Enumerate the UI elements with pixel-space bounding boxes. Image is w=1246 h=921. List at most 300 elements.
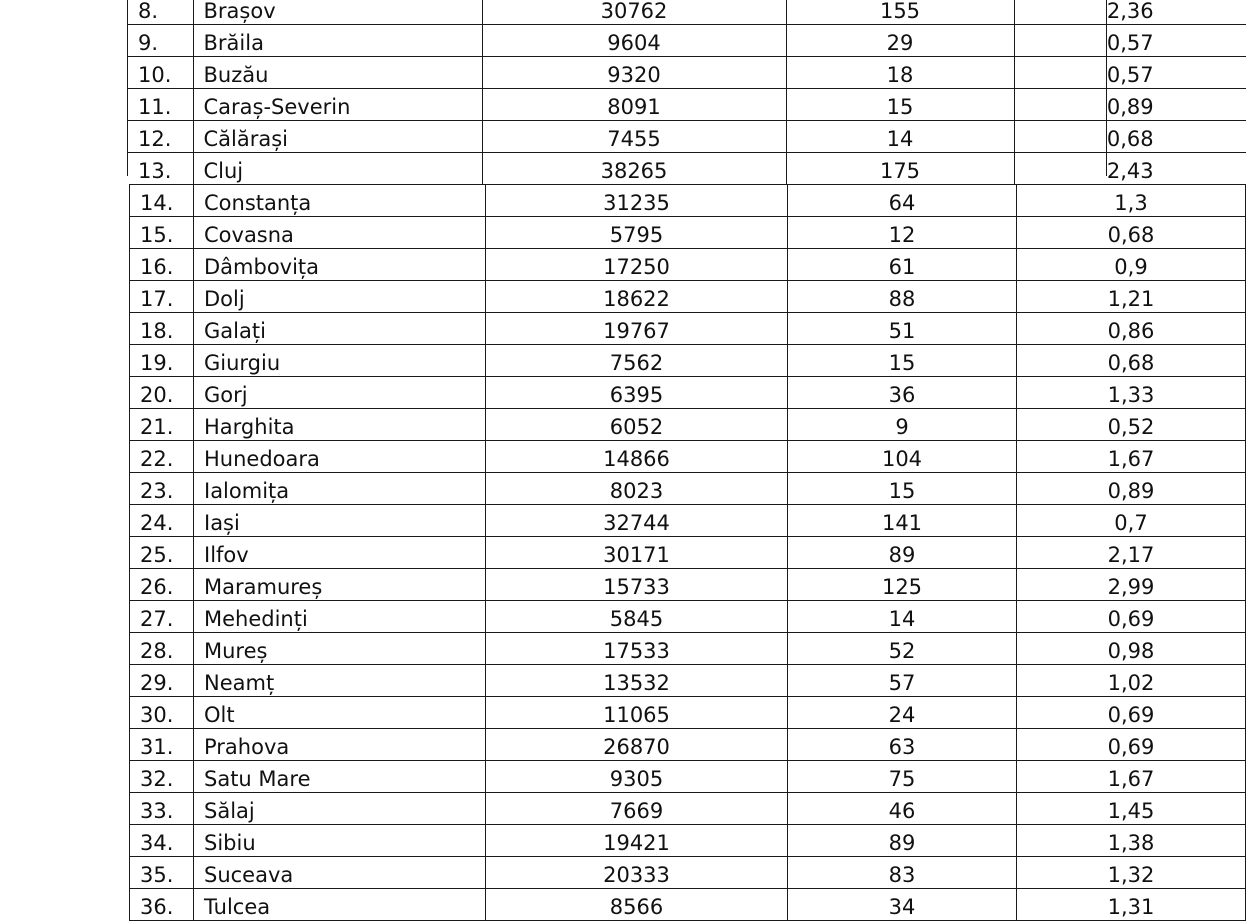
value-1-cell-text: 19421	[603, 831, 670, 855]
value-2-cell	[788, 601, 1017, 633]
value-3-cell	[1017, 345, 1246, 377]
value-3-cell-text: 0,52	[1107, 415, 1155, 439]
county-name-cell	[194, 601, 486, 633]
row-number-cell	[130, 729, 194, 761]
value-1-cell-text: 17533	[603, 639, 670, 663]
row-number-cell	[130, 377, 194, 409]
row-number-cell	[130, 409, 194, 441]
value-2-cell-text: 89	[888, 831, 916, 855]
value-2-cell-text: 14	[886, 127, 914, 151]
value-2-cell-text: 34	[888, 895, 916, 919]
value-3-cell	[1017, 633, 1246, 665]
value-2-cell	[788, 441, 1017, 473]
table-row	[128, 153, 1246, 185]
row-number-cell	[130, 633, 194, 665]
table-row	[130, 409, 1246, 441]
value-2-cell-text: 57	[888, 671, 916, 695]
table-row	[130, 729, 1246, 761]
row-number-cell	[130, 761, 194, 793]
table-row	[128, 121, 1246, 153]
value-3-cell-text: 1,31	[1107, 895, 1155, 919]
row-number-cell-text: 33.	[140, 799, 174, 823]
value-1-cell	[486, 889, 788, 921]
value-1-cell	[486, 665, 788, 697]
county-name-cell	[193, 25, 482, 57]
value-1-cell-text: 32744	[603, 511, 670, 535]
value-2-cell-text: 46	[888, 799, 916, 823]
value-1-cell-text: 14866	[603, 447, 670, 471]
table-row	[130, 313, 1246, 345]
value-3-cell	[1017, 889, 1246, 921]
value-2-cell	[788, 857, 1017, 889]
table-row	[130, 217, 1246, 249]
value-3-cell-text: 0,57	[1106, 31, 1154, 55]
row-number-cell-text: 16.	[140, 255, 174, 279]
county-name-cell-text: Mureș	[204, 639, 268, 663]
value-2-cell-text: 175	[879, 159, 921, 183]
value-1-cell	[486, 633, 788, 665]
county-name-cell-text: Brașov	[203, 0, 276, 23]
value-3-cell-text: 0,89	[1106, 95, 1154, 119]
county-name-cell-text: Iași	[204, 511, 240, 535]
value-2-cell	[788, 633, 1017, 665]
table-row	[128, 57, 1246, 89]
table-row	[130, 377, 1246, 409]
county-name-cell-text: Ilfov	[204, 543, 249, 567]
value-2-cell	[788, 473, 1017, 505]
county-name-cell-text: Călărași	[203, 127, 289, 151]
value-2-cell-text: 61	[888, 255, 916, 279]
value-3-cell	[1017, 825, 1246, 857]
value-2-cell	[788, 345, 1017, 377]
row-number-cell-text: 30.	[140, 703, 174, 727]
value-3-cell	[1017, 601, 1246, 633]
value-1-cell	[486, 697, 788, 729]
value-1-cell-text: 6395	[609, 383, 664, 407]
row-number-cell-text: 13.	[138, 159, 172, 183]
value-3-cell-text: 0,89	[1107, 479, 1155, 503]
county-name-cell-text: Olt	[204, 703, 235, 727]
table-row	[130, 601, 1246, 633]
county-name-cell	[193, 0, 482, 25]
row-number-cell-text: 12.	[138, 127, 172, 151]
value-2-cell-text: 83	[888, 863, 916, 887]
row-number-cell	[130, 313, 194, 345]
value-3-cell-text: 1,32	[1107, 863, 1155, 887]
value-3-cell-text: 0,86	[1107, 319, 1155, 343]
row-number-cell-text: 32.	[140, 767, 174, 791]
value-3-cell-text: 2,36	[1106, 0, 1154, 23]
value-2-cell	[786, 57, 1014, 89]
row-number-cell-text: 14.	[140, 191, 174, 215]
value-1-cell-text: 19767	[603, 319, 670, 343]
row-number-cell-text: 10.	[138, 63, 172, 87]
value-2-cell-text: 88	[888, 287, 916, 311]
row-number-cell	[128, 121, 193, 153]
county-name-cell	[194, 633, 486, 665]
county-name-cell-text: Maramureș	[204, 575, 323, 599]
value-2-cell	[788, 793, 1017, 825]
value-3-cell-text: 1,33	[1107, 383, 1155, 407]
value-2-cell	[786, 0, 1014, 25]
value-3-cell-text: 1,67	[1107, 447, 1155, 471]
row-number-cell	[130, 537, 194, 569]
value-2-cell	[788, 729, 1017, 761]
value-3-cell-text: 2,43	[1106, 159, 1154, 183]
row-number-cell-text: 17.	[140, 287, 174, 311]
county-name-cell	[194, 729, 486, 761]
value-3-cell-text: 1,3	[1114, 191, 1148, 215]
value-1-cell-text: 6052	[609, 415, 664, 439]
county-name-cell	[194, 505, 486, 537]
value-1-cell-text: 18622	[603, 287, 670, 311]
value-3-cell	[1017, 281, 1246, 313]
county-name-cell	[194, 313, 486, 345]
value-1-cell-text: 8566	[609, 895, 664, 919]
value-1-cell	[486, 409, 788, 441]
value-1-cell-text: 7562	[609, 351, 664, 375]
value-3-cell	[1017, 569, 1246, 601]
value-3-cell	[1017, 313, 1246, 345]
county-name-cell-text: Neamț	[204, 671, 275, 695]
row-number-cell	[128, 89, 193, 121]
row-number-cell-text: 24.	[140, 511, 174, 535]
row-number-cell-text: 25.	[140, 543, 174, 567]
table-row	[130, 761, 1246, 793]
row-number-cell-text: 9.	[138, 31, 159, 55]
county-name-cell	[194, 761, 486, 793]
county-table-upper	[128, 0, 1246, 184]
value-2-cell	[788, 185, 1017, 217]
value-2-cell	[788, 217, 1017, 249]
value-1-cell	[486, 249, 788, 281]
value-3-cell-text: 0,57	[1106, 63, 1154, 87]
county-name-cell-text: Dâmbovița	[204, 255, 320, 279]
county-name-cell	[193, 89, 482, 121]
value-3-cell-text: 1,21	[1107, 287, 1155, 311]
value-3-cell	[1017, 793, 1246, 825]
value-1-cell	[486, 761, 788, 793]
row-number-cell	[130, 249, 194, 281]
value-3-cell	[1017, 441, 1246, 473]
value-1-cell-text: 26870	[603, 735, 670, 759]
value-3-cell-text: 0,7	[1114, 511, 1148, 535]
value-2-cell-text: 155	[879, 0, 921, 23]
row-number-cell	[130, 665, 194, 697]
county-name-cell	[194, 825, 486, 857]
value-3-cell	[1017, 409, 1246, 441]
value-3-cell	[1017, 249, 1246, 281]
row-number-cell-text: 22.	[140, 447, 174, 471]
county-name-cell-text: Mehedinți	[204, 607, 308, 631]
value-2-cell	[788, 505, 1017, 537]
value-2-cell-text: 14	[888, 607, 916, 631]
value-3-cell	[1017, 537, 1246, 569]
value-3-cell-text: 0,69	[1107, 607, 1155, 631]
value-2-cell-text: 64	[888, 191, 916, 215]
value-1-cell	[482, 153, 786, 185]
row-number-cell	[130, 793, 194, 825]
value-3-cell	[1014, 25, 1246, 57]
row-number-cell	[130, 825, 194, 857]
value-2-cell	[788, 249, 1017, 281]
value-3-cell-text: 1,02	[1107, 671, 1155, 695]
value-1-cell-text: 8091	[607, 95, 661, 119]
value-3-cell	[1017, 217, 1246, 249]
row-number-cell	[128, 25, 193, 57]
value-3-cell-text: 0,68	[1106, 127, 1154, 151]
table-row	[128, 0, 1246, 25]
county-name-cell	[194, 857, 486, 889]
value-1-cell-text: 15733	[603, 575, 670, 599]
value-3-cell	[1017, 473, 1246, 505]
row-number-cell	[130, 569, 194, 601]
value-3-cell-text: 0,98	[1107, 639, 1155, 663]
value-1-cell-text: 9320	[607, 63, 661, 87]
row-number-cell-text: 19.	[140, 351, 174, 375]
row-number-cell-text: 28.	[140, 639, 174, 663]
value-1-cell-text: 17250	[603, 255, 670, 279]
county-name-cell-text: Constanța	[204, 191, 312, 215]
value-1-cell-text: 31235	[603, 191, 670, 215]
county-name-cell	[194, 665, 486, 697]
value-3-cell-text: 0,69	[1107, 703, 1155, 727]
county-table-lower	[129, 184, 1246, 921]
value-3-cell-text: 1,67	[1107, 767, 1155, 791]
row-number-cell-text: 34.	[140, 831, 174, 855]
value-2-cell	[786, 153, 1014, 185]
value-2-cell	[788, 889, 1017, 921]
row-number-cell-text: 15.	[140, 223, 174, 247]
value-2-cell	[788, 377, 1017, 409]
value-2-cell-text: 141	[881, 511, 923, 535]
value-1-cell	[486, 857, 788, 889]
row-number-cell-text: 26.	[140, 575, 174, 599]
county-name-cell	[194, 793, 486, 825]
value-3-cell	[1014, 153, 1246, 185]
value-2-cell-text: 29	[886, 31, 914, 55]
table-row	[130, 825, 1246, 857]
value-2-cell	[788, 665, 1017, 697]
value-2-cell-text: 104	[881, 447, 923, 471]
table-row	[130, 345, 1246, 377]
value-1-cell-text: 30762	[600, 0, 668, 23]
row-number-cell	[130, 889, 194, 921]
row-number-cell	[130, 441, 194, 473]
value-3-cell	[1017, 505, 1246, 537]
value-2-cell-text: 75	[888, 767, 916, 791]
value-3-cell	[1014, 121, 1246, 153]
value-1-cell	[482, 25, 786, 57]
county-name-cell-text: Covasna	[204, 223, 294, 247]
value-1-cell	[486, 217, 788, 249]
value-3-cell	[1017, 697, 1246, 729]
table-row	[130, 697, 1246, 729]
value-3-cell	[1014, 89, 1246, 121]
row-number-cell	[130, 857, 194, 889]
value-1-cell-text: 9305	[609, 767, 664, 791]
county-name-cell	[194, 377, 486, 409]
table-row	[130, 889, 1246, 921]
value-2-cell-text: 63	[888, 735, 916, 759]
value-2-cell	[788, 313, 1017, 345]
county-name-cell-text: Giurgiu	[204, 351, 281, 375]
county-name-cell-text: Harghita	[204, 415, 295, 439]
table-row	[130, 473, 1246, 505]
row-number-cell	[130, 505, 194, 537]
county-name-cell	[194, 889, 486, 921]
county-name-cell	[194, 345, 486, 377]
county-name-cell-text: Ialomița	[204, 479, 290, 503]
value-2-cell-text: 12	[888, 223, 916, 247]
value-3-cell-text: 2,99	[1107, 575, 1155, 599]
county-name-cell-text: Brăila	[203, 31, 264, 55]
row-number-cell-text: 31.	[140, 735, 174, 759]
county-name-cell	[194, 409, 486, 441]
value-1-cell	[486, 825, 788, 857]
value-2-cell	[788, 825, 1017, 857]
row-number-cell-text: 18.	[140, 319, 174, 343]
value-2-cell-text: 89	[888, 543, 916, 567]
row-number-cell-text: 11.	[138, 95, 172, 119]
table-row	[130, 665, 1246, 697]
value-3-cell	[1017, 761, 1246, 793]
value-2-cell-text: 125	[881, 575, 923, 599]
value-2-cell	[788, 409, 1017, 441]
county-name-cell	[194, 441, 486, 473]
value-1-cell	[482, 121, 786, 153]
county-name-cell	[194, 473, 486, 505]
value-1-cell-text: 5845	[609, 607, 664, 631]
county-name-cell	[194, 281, 486, 313]
row-number-cell	[130, 601, 194, 633]
value-3-cell-text: 1,38	[1107, 831, 1155, 855]
value-1-cell-text: 30171	[603, 543, 670, 567]
value-1-cell-text: 7669	[609, 799, 664, 823]
table-row	[130, 249, 1246, 281]
value-3-cell	[1017, 665, 1246, 697]
county-name-cell	[193, 153, 482, 185]
value-3-cell-text: 0,9	[1114, 255, 1148, 279]
value-2-cell	[788, 281, 1017, 313]
value-2-cell-text: 18	[886, 63, 914, 87]
county-name-cell-text: Gorj	[204, 383, 248, 407]
row-number-cell-text: 23.	[140, 479, 174, 503]
value-2-cell	[788, 697, 1017, 729]
county-name-cell-text: Tulcea	[204, 895, 271, 919]
row-number-cell-text: 29.	[140, 671, 174, 695]
county-name-cell	[194, 185, 486, 217]
value-1-cell-text: 9604	[607, 31, 661, 55]
row-number-cell-text: 27.	[140, 607, 174, 631]
row-number-cell	[130, 345, 194, 377]
county-name-cell	[193, 121, 482, 153]
county-name-cell-text: Galați	[204, 319, 266, 343]
value-1-cell	[486, 377, 788, 409]
county-name-cell	[194, 697, 486, 729]
value-3-cell	[1017, 857, 1246, 889]
value-1-cell	[482, 0, 786, 25]
value-3-cell	[1017, 185, 1246, 217]
county-name-cell	[194, 537, 486, 569]
county-name-cell-text: Caraș-Severin	[203, 95, 351, 119]
value-1-cell	[482, 57, 786, 89]
value-2-cell-text: 51	[888, 319, 916, 343]
value-1-cell-text: 38265	[600, 159, 668, 183]
value-2-cell	[786, 121, 1014, 153]
value-2-cell-text: 36	[888, 383, 916, 407]
county-name-cell-text: Cluj	[203, 159, 244, 183]
county-name-cell	[194, 217, 486, 249]
value-3-cell-text: 0,69	[1107, 735, 1155, 759]
value-2-cell	[788, 569, 1017, 601]
value-1-cell-text: 13532	[603, 671, 670, 695]
county-name-cell-text: Hunedoara	[204, 447, 320, 471]
value-2-cell-text: 15	[886, 95, 914, 119]
value-2-cell	[788, 537, 1017, 569]
value-1-cell	[486, 537, 788, 569]
county-name-cell-text: Dolj	[204, 287, 245, 311]
row-number-cell-text: 35.	[140, 863, 174, 887]
value-2-cell-text: 52	[888, 639, 916, 663]
value-3-cell-text: 0,68	[1107, 223, 1155, 247]
value-1-cell-text: 8023	[609, 479, 664, 503]
value-1-cell	[486, 729, 788, 761]
row-number-cell	[130, 217, 194, 249]
county-name-cell	[194, 249, 486, 281]
row-number-cell-text: 8.	[138, 0, 159, 23]
value-1-cell	[486, 505, 788, 537]
value-1-cell	[486, 185, 788, 217]
value-3-cell-text: 2,17	[1107, 543, 1155, 567]
value-1-cell-text: 20333	[603, 863, 670, 887]
row-number-cell	[130, 697, 194, 729]
county-name-cell-text: Suceava	[204, 863, 294, 887]
value-2-cell-text: 15	[888, 479, 916, 503]
table-row	[130, 793, 1246, 825]
value-1-cell-text: 7455	[607, 127, 661, 151]
table-row	[130, 857, 1246, 889]
county-name-cell	[194, 569, 486, 601]
county-name-cell-text: Sibiu	[204, 831, 256, 855]
value-1-cell	[486, 569, 788, 601]
row-number-cell	[128, 153, 193, 185]
county-name-cell-text: Prahova	[204, 735, 290, 759]
table-row	[130, 633, 1246, 665]
value-3-cell	[1017, 377, 1246, 409]
row-number-cell	[130, 473, 194, 505]
table-row	[130, 281, 1246, 313]
table-row	[130, 537, 1246, 569]
value-2-cell-text: 15	[888, 351, 916, 375]
county-name-cell	[193, 57, 482, 89]
county-name-cell-text: Satu Mare	[204, 767, 311, 791]
value-1-cell	[486, 793, 788, 825]
value-1-cell	[482, 89, 786, 121]
row-number-cell-text: 20.	[140, 383, 174, 407]
table-row	[130, 569, 1246, 601]
table-row	[130, 505, 1246, 537]
table-row	[130, 185, 1246, 217]
row-number-cell	[128, 57, 193, 89]
row-number-cell	[130, 185, 194, 217]
value-1-cell	[486, 281, 788, 313]
value-2-cell	[788, 761, 1017, 793]
table-row	[128, 89, 1246, 121]
value-3-cell-text: 0,68	[1107, 351, 1155, 375]
table-row	[128, 25, 1246, 57]
value-2-cell	[786, 25, 1014, 57]
